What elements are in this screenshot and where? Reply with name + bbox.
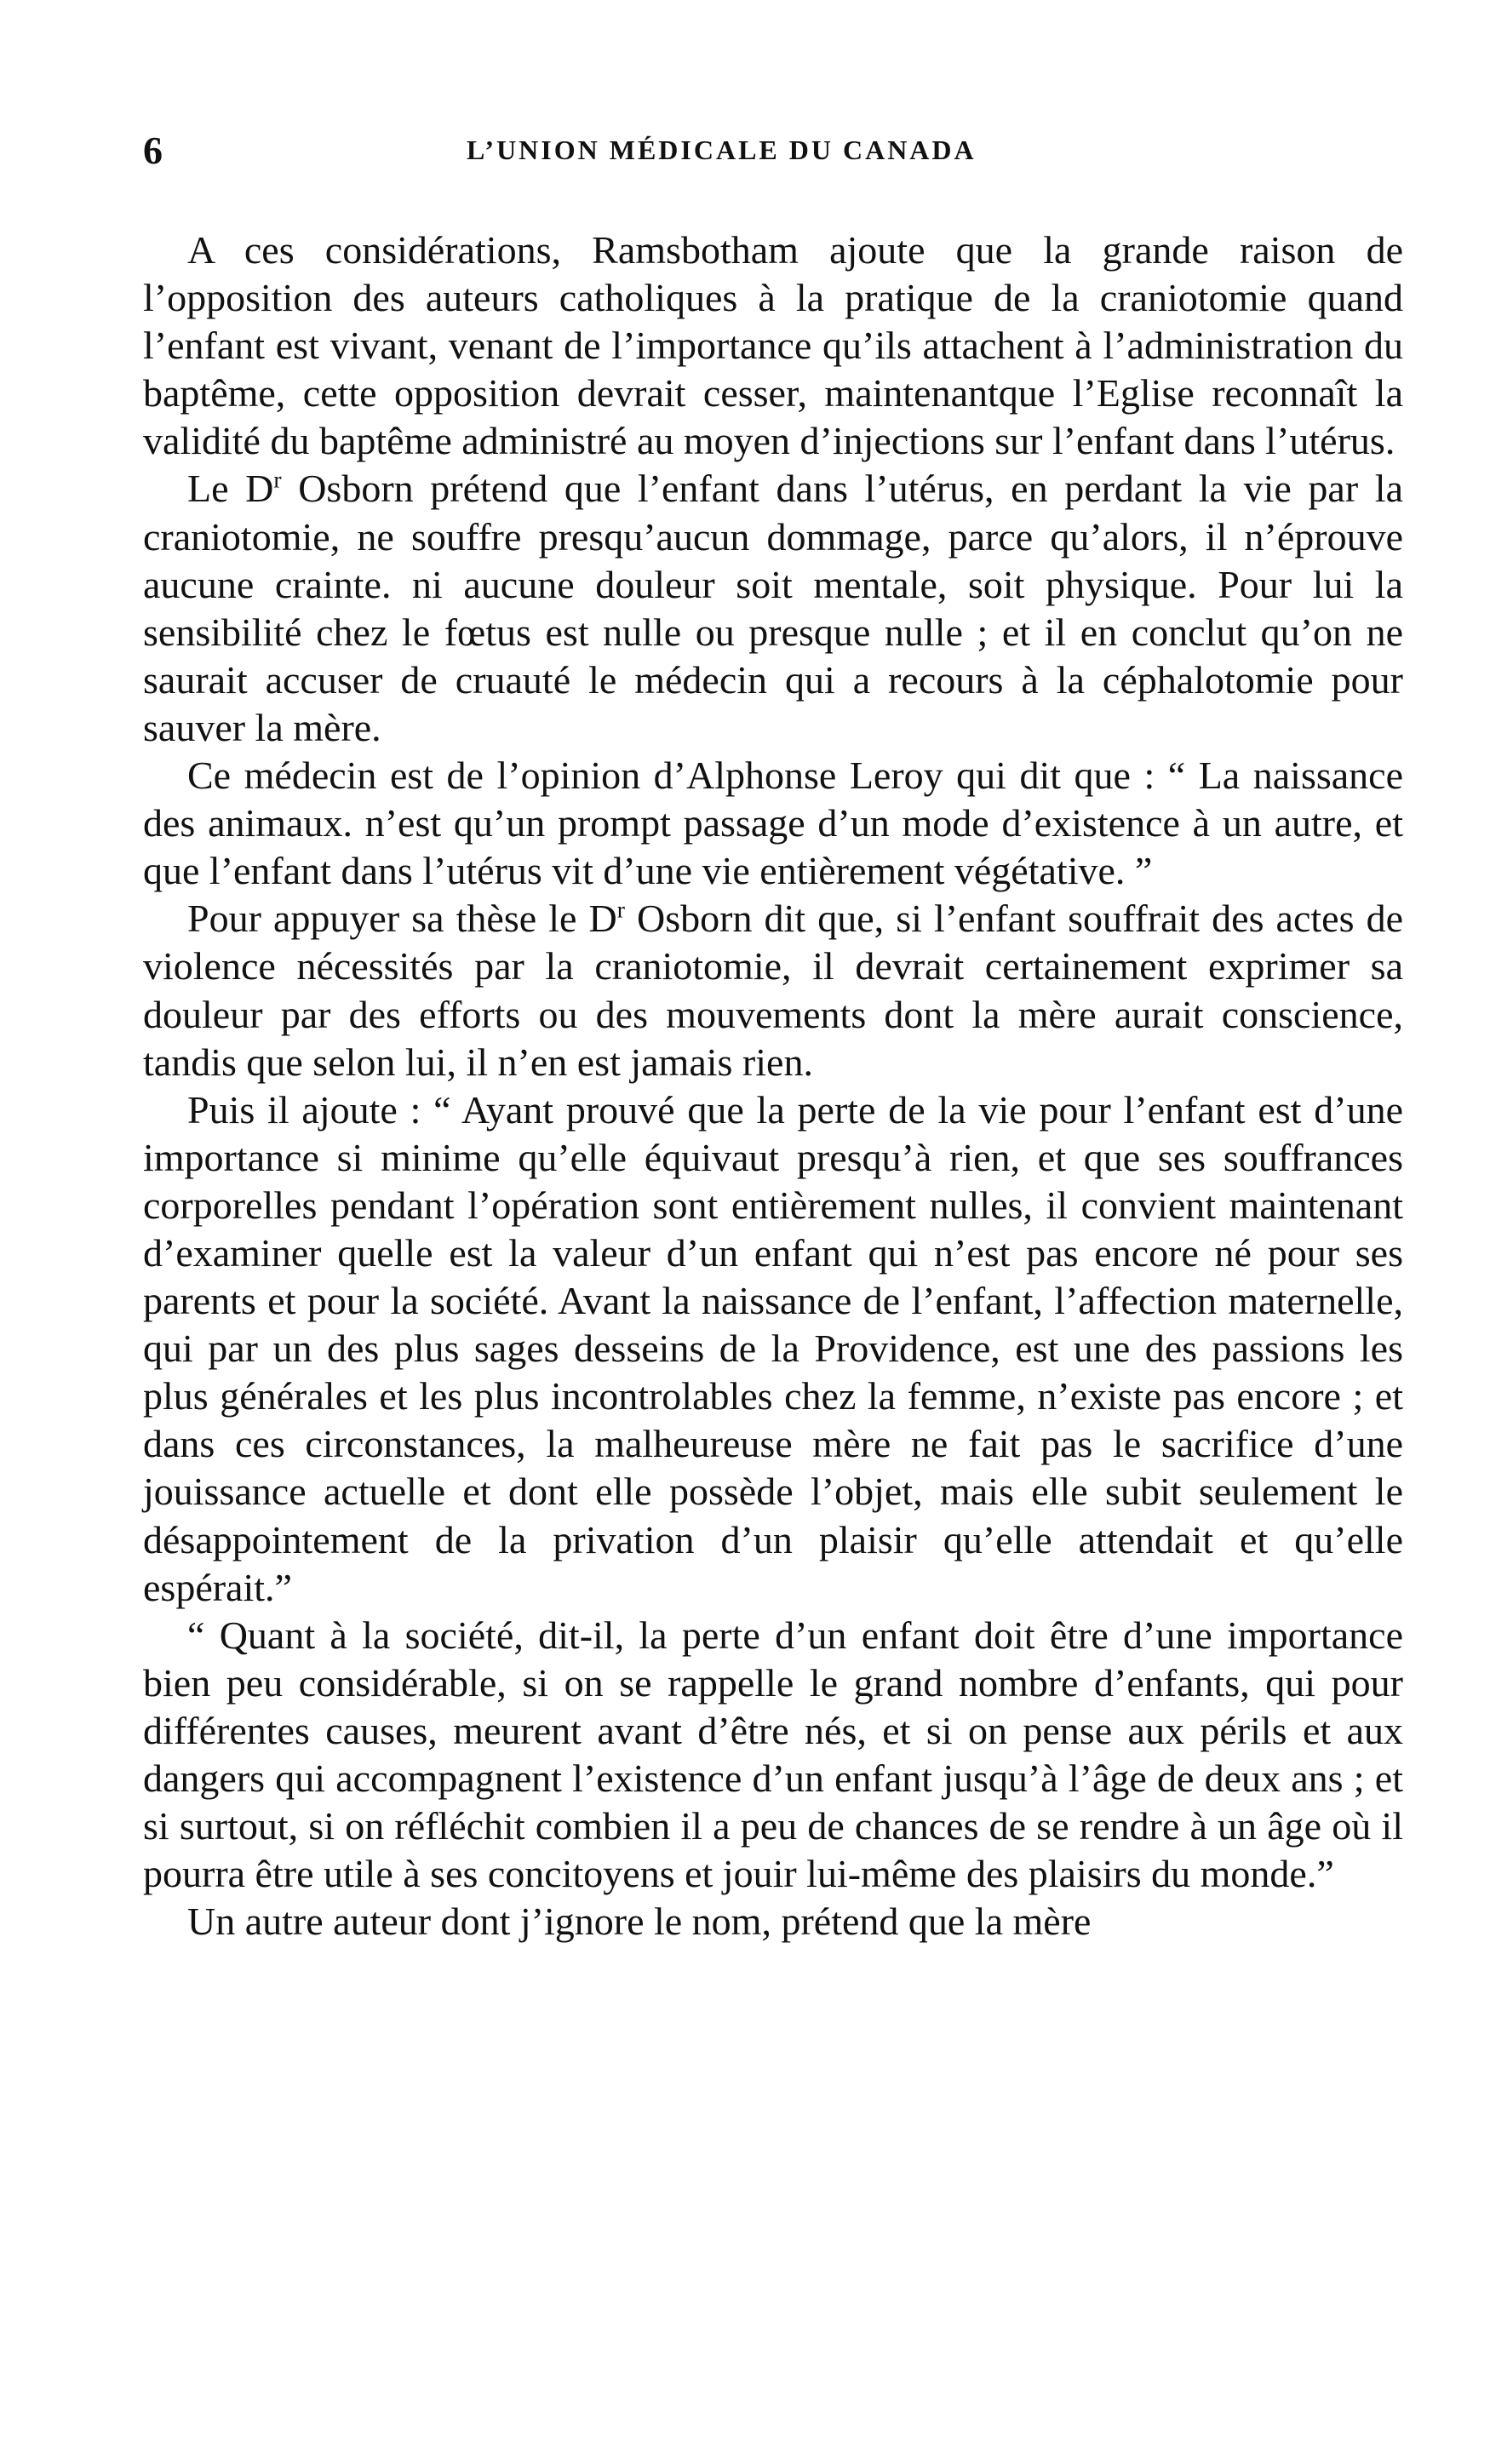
running-title: L’UNION MÉDICALE DU CANADA: [467, 135, 977, 165]
page-header: [143, 128, 1403, 187]
paragraph-6: “ Quant à la société, dit-il, la perte d’un enfant doit être d’une importance bien peu considérable, si on se rappelle le grand nombre d’enfants, qui pour différentes causes, meurent avant d’être nés, et si on pense aux périls et aux dangers qui accompagnent l’existence d’un enfant jusqu’à l’âge de deux ans ; et si surtout, si on réfléchit combien il a peu de chances de se rendre à un âge où il pourra être utile à ses concitoyens et jouir lui-même des plaisirs du monde.”: [143, 1613, 1403, 1896]
paragraph-2-rest: Osborn prétend que l’enfant dans l’utérus, en perdant la vie par la craniotomie, ne souffre presqu’aucun dommage, parce qu’alors, il n’éprouve aucune crainte. ni aucune douleur soit mentale, soit physique. Pour lui la sensibilité chez le fœtus est nulle ou presque nulle ; et il en conclut qu’on ne saurait accuser de cruauté le médecin qui a recours à la céphalotomie pour sauver la mère.: [143, 467, 1403, 749]
doctor-abbrev-superscript: r: [616, 896, 625, 923]
paragraph-2-start: Le D: [187, 467, 274, 511]
book-page: [143, 128, 1403, 1945]
paragraph-4-rest: Osborn dit que, si l’enfant souffrait des actes de violence nécessités par la craniotomie, il devrait certainement exprimer sa douleur par des efforts ou des mouvements dont la mère aurait conscience, tandis que selon lui, il n’en est jamais rien.: [143, 897, 1403, 1084]
paragraph-7: Un autre auteur dont j’ignore le nom, prétend que la mère: [187, 1900, 1092, 1944]
paragraph-4: [143, 895, 1403, 1086]
paragraph-4-start: Pour appuyer sa thèse le D: [187, 897, 617, 941]
paragraph-1: A ces considérations, Ramsbotham ajoute que la grande raison de l’opposition des auteurs catholiques à la pratique de la craniotomie quand l’enfant est vivant, venant de l’importance qu’ils attachent à l’administration du baptême, cette opposition devrait cesser, maintenantque l’Eglise reconnaît la validité du baptême administré au moyen d’injections sur l’enfant dans l’utérus.: [143, 228, 1403, 463]
page-number: 6: [143, 129, 163, 172]
paragraph-3: Ce médecin est de l’opinion d’Alphonse Leroy qui dit que : “ La naissance des animaux. n’est qu’un prompt passage d’un mode d’existence à un autre, et que l’enfant dans l’utérus vit d’une vie entièrement végétative. ”: [143, 754, 1403, 893]
paragraph-5: Puis il ajoute : “ Ayant prouvé que la perte de la vie pour l’enfant est d’une importance si minime qu’elle équivaut presqu’à rien, et que ses souffrances corporelles pendant l’opération sont entièrement nulles, il convient maintenant d’examiner quelle est la valeur d’un enfant qui n’est pas encore né pour ses parents et pour la société. Avant la naissance de l’enfant, l’affection maternelle, qui par un des plus sages desseins de la Providence, est une des passions les plus générales et les plus incontrolables chez la femme, n’existe pas encore ; et dans ces circonstances, la malheureuse mère ne fait pas le sacrifice d’une jouissance actuelle et dont elle possède l’objet, mais elle subit seulement le désappointement de la privation d’un plaisir qu’elle attendait et qu’elle espérait.”: [143, 1087, 1403, 1609]
body-text: [143, 226, 1403, 1945]
doctor-abbrev-superscript: r: [273, 467, 282, 494]
paragraph-2: [143, 465, 1403, 752]
